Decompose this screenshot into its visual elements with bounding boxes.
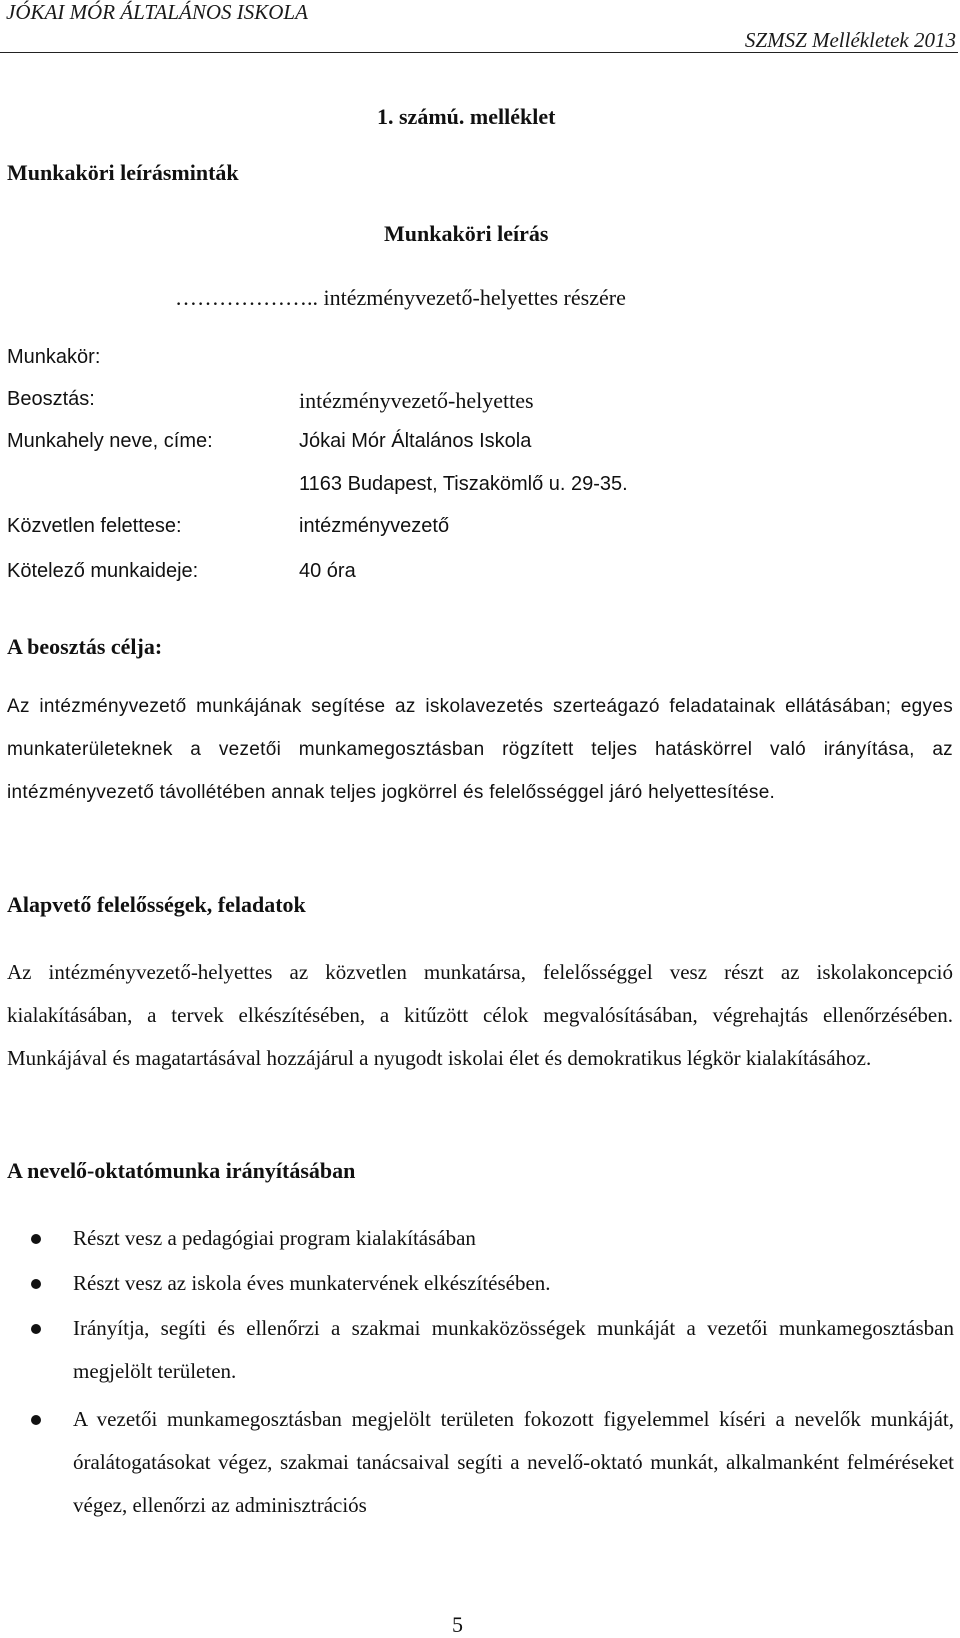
header-divider bbox=[0, 52, 958, 53]
bullet-icon bbox=[31, 1234, 41, 1244]
value-munkahely-address: 1163 Budapest, Tiszakömlő u. 29-35. bbox=[299, 473, 628, 495]
annex-label: 1. számú. melléklet bbox=[377, 104, 556, 129]
heading-cel: A beosztás célja: bbox=[7, 634, 163, 659]
bullet-icon bbox=[31, 1279, 41, 1289]
position-line: ……………….. intézményvezető-helyettes részére bbox=[175, 285, 626, 310]
page-number: 5 bbox=[452, 1612, 463, 1637]
bullet-icon bbox=[31, 1415, 41, 1425]
list-item bbox=[0, 1307, 954, 1393]
running-header-school: JÓKAI MÓR ÁLTALÁNOS ISKOLA bbox=[6, 0, 308, 24]
value-munkahely-name: Jókai Mór Általános Iskola bbox=[299, 430, 532, 452]
document-title: Munkaköri leírás bbox=[384, 221, 549, 246]
value-felettes: intézményvezető bbox=[299, 515, 450, 537]
label-munkakor: Munkakör: bbox=[7, 346, 101, 368]
list-item bbox=[0, 1262, 954, 1305]
label-felettes: Közvetlen felettese: bbox=[7, 515, 182, 537]
paragraph-cel: Az intézményvezető munkájának segítése az iskolavezetés szerteágazó feladatainak ellátásában; egyes munkaterületeknek a vezetői munkamegosztásban rögzített teljes hatáskörrel való irányítása, az intézményvezető távollétében annak teljes jogkörrel és felelősséggel járó helyettesítése. bbox=[7, 696, 953, 803]
label-munkahely: Munkahely neve, címe: bbox=[7, 430, 213, 452]
list-item-text: A vezetői munkamegosztásban megjelölt területen fokozott figyelemmel kíséri a nevelők munkáját, óralátogatásokat végez, szakmai tanácsaival segíti a nevelő-oktató munkát, alkalmanként felméréseket végez, ellenőrzi az adminisztrációs bbox=[73, 1407, 954, 1517]
value-beosztas: intézményvezető-helyettes bbox=[299, 388, 534, 413]
list-item-text: Részt vesz a pedagógiai program kialakításában bbox=[73, 1226, 476, 1250]
paragraph-felelossegek: Az intézményvezető-helyettes az közvetlen munkatársa, felelősséggel vesz részt az iskolakoncepció kialakításában, a tervek elkészítésében, a kitűzött célok megvalósításában, végrehajtás ellenőrzésében. Munkájával és magatartásával hozzájárul a nyugodt iskolai élet és demokratikus légkör kialakításához. bbox=[7, 960, 953, 1070]
list-item bbox=[0, 1398, 954, 1527]
heading-nevelo: A nevelő-oktatómunka irányításában bbox=[7, 1158, 356, 1183]
list-item-text: Irányítja, segíti és ellenőrzi a szakmai munkaközösségek munkáját a vezetői munkamegosztásban megjelölt területen. bbox=[73, 1316, 954, 1383]
section-title: Munkaköri leírásminták bbox=[7, 160, 239, 185]
nevelo-bullet-list bbox=[0, 1217, 960, 1527]
label-beosztas: Beosztás: bbox=[7, 388, 95, 410]
heading-felelossegek: Alapvető felelősségek, feladatok bbox=[7, 892, 306, 917]
running-header-title: SZMSZ Mellékletek 2013 bbox=[744, 28, 956, 52]
value-munkaido: 40 óra bbox=[299, 560, 356, 582]
list-item bbox=[0, 1217, 954, 1260]
label-munkaido: Kötelező munkaideje: bbox=[7, 560, 199, 582]
bullet-icon bbox=[31, 1324, 41, 1334]
list-item-text: Részt vesz az iskola éves munkatervének elkészítésében. bbox=[73, 1271, 551, 1295]
